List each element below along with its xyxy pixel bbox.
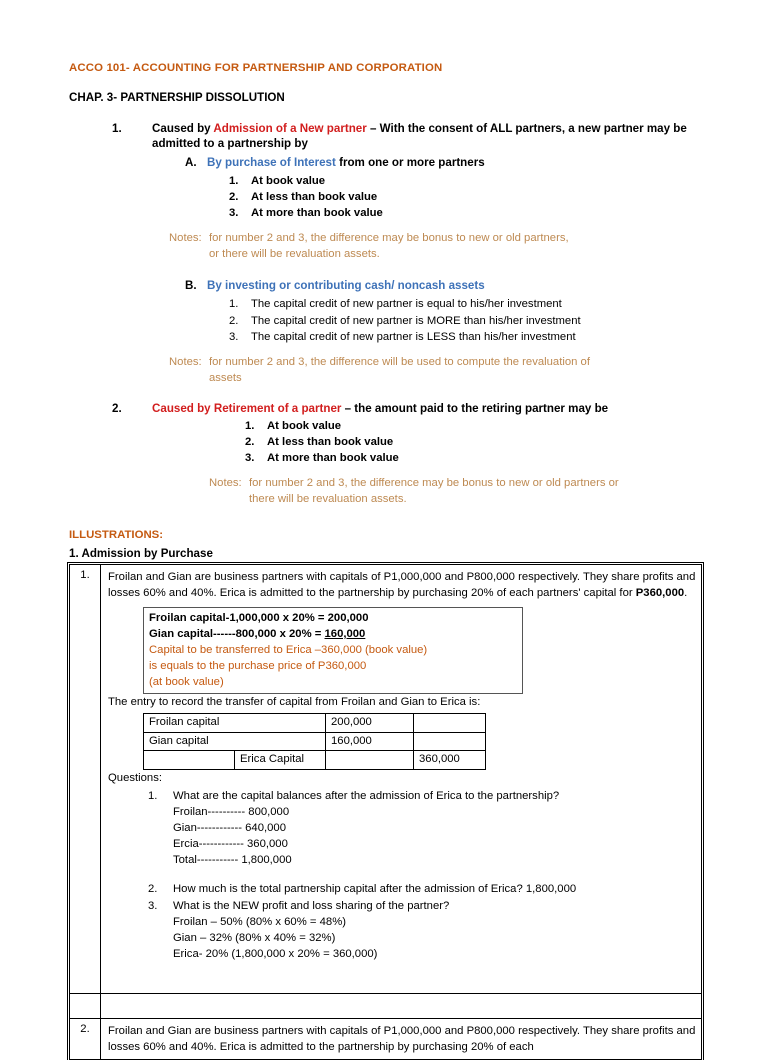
entry-indent-cell — [144, 751, 235, 770]
section-1-rest: – With the consent of ALL partners, a new partner may be admitted to a partnership by — [152, 121, 687, 151]
illustrations-table — [69, 564, 702, 1060]
problem-statement — [108, 569, 696, 601]
list-item — [229, 313, 702, 329]
question-number: 1. — [148, 790, 158, 803]
answer-line: Gian------------ 640,000 — [173, 822, 286, 835]
subsection-b-heading — [207, 278, 702, 294]
item-number: 1. — [229, 175, 239, 188]
question-number: 2. — [148, 883, 158, 896]
entry-account: Erica Capital — [235, 751, 326, 770]
list-item — [229, 173, 702, 189]
problem-text: Froilan and Gian are business partners with capitals of P1,000,000 and P800,000 respectively. They share profits and losses 60% and 40%. Erica is admitted to the partnership by purchasing 20% of each partners' capital for — [108, 571, 696, 600]
answer-line: Froilan – 50% (80% x 60% = 48%) — [173, 916, 346, 929]
question-item — [148, 881, 696, 897]
question-answer-lines — [148, 914, 696, 962]
row-index: 1. — [70, 565, 101, 994]
section-2-lead — [152, 401, 702, 417]
section-1-highlight: Admission of a New partner — [213, 121, 367, 135]
notes-text-line-1: for number 2 and 3, the difference will be used to compute the revaluation of — [209, 355, 590, 368]
section-2-highlight: Caused by Retirement of a partner — [152, 401, 342, 415]
subsection-a-highlight: By purchase of Interest — [207, 155, 336, 169]
subsection-b-highlight: By investing or contributing cash/ noncash assets — [207, 279, 485, 293]
entry-account: Froilan capital — [144, 714, 326, 733]
section-1-number: 1. — [112, 121, 122, 135]
entry-credit: 360,000 — [414, 751, 486, 770]
notes-text-line-1: for number 2 and 3, the difference may be bonus to new or old partners, — [209, 232, 569, 245]
notes-text-line-2: there will be revaluation assets. — [249, 493, 407, 506]
item-number: 3. — [229, 330, 239, 343]
questions-list — [108, 788, 696, 962]
row-content — [101, 1019, 702, 1060]
entry-debit: 160,000 — [326, 732, 414, 751]
notes-section-2 — [69, 475, 702, 507]
entry-credit — [414, 714, 486, 733]
subsection-a-heading — [207, 155, 702, 171]
section-1 — [69, 121, 702, 152]
chapter-title: CHAP. 3- PARTNERSHIP DISSOLUTION — [69, 90, 285, 104]
section-1-lead — [152, 121, 702, 152]
list-item — [245, 434, 702, 450]
list-item — [229, 329, 702, 345]
computation-line-2-value: 160,000 — [324, 628, 366, 641]
item-number: 2. — [245, 436, 255, 449]
table-row — [70, 565, 702, 994]
subsection-b — [69, 278, 702, 294]
list-item — [229, 296, 702, 312]
subsection-b-items — [69, 296, 702, 344]
computation-line-2 — [149, 626, 518, 642]
computation-line-2-prefix: Gian capital------800,000 x 20% = — [149, 628, 325, 641]
answer-line: Froilan---------- 800,000 — [173, 806, 290, 819]
section-2-items — [69, 418, 702, 466]
illustrations-subheading: 1. Admission by Purchase — [69, 547, 213, 561]
notes-spacer — [169, 246, 209, 262]
item-label: At less than book value — [267, 436, 394, 449]
item-label: The capital credit of new partner is MORE than his/her investment — [251, 314, 581, 327]
answer-line: Erica- 20% (1,800,000 x 20% = 360,000) — [173, 948, 378, 961]
entry-credit — [414, 732, 486, 751]
table-row — [144, 714, 486, 733]
item-label: At more than book value — [267, 452, 399, 465]
item-label: At more than book value — [251, 207, 383, 220]
subsection-a-items — [69, 173, 702, 221]
computation-line-3: Capital to be transferred to Erica –360,000 (book value) — [149, 644, 428, 657]
question-item — [148, 788, 696, 868]
notes-spacer — [169, 370, 209, 386]
section-2-rest: – the amount paid to the retiring partner may be — [341, 401, 609, 415]
computation-line-1: Froilan capital-1,000,000 x 20% = 200,000 — [149, 612, 369, 625]
notes-text-line-2: or there will be revaluation assets. — [209, 248, 380, 261]
questions-heading: Questions: — [108, 772, 163, 784]
notes-label: Notes: — [169, 355, 202, 368]
problem-amount: P360,000 — [635, 587, 685, 600]
computation-line-5: (at book value) — [149, 676, 224, 689]
question-item — [148, 898, 696, 962]
item-number: 3. — [245, 452, 255, 465]
table-row-empty — [70, 994, 702, 1019]
cell-bottom-spacer — [108, 963, 696, 989]
notes-text-line-1: for number 2 and 3, the difference may be bonus to new or old partners or — [249, 477, 619, 490]
document-title: ACCO 101- ACCOUNTING FOR PARTNERSHIP AND CORPORATION — [69, 62, 443, 74]
problem-statement: Froilan and Gian are business partners with capitals of P1,000,000 and P800,000 respectively. They share profits and losses 60% and 40%. Erica is admitted to the partnership by purchasing 20% of each — [108, 1025, 696, 1054]
answer-line: Total----------- 1,800,000 — [173, 854, 292, 867]
question-number: 3. — [148, 900, 158, 913]
entry-debit — [326, 751, 414, 770]
question-text: What is the NEW profit and loss sharing of the partner? — [173, 900, 450, 913]
notes-subsection-a — [69, 230, 702, 262]
item-label: At book value — [251, 175, 326, 188]
item-number: 1. — [245, 420, 255, 433]
item-number: 1. — [229, 298, 239, 311]
list-item — [245, 418, 702, 434]
notes-label: Notes: — [169, 232, 202, 245]
table-row — [70, 1019, 702, 1060]
list-item — [229, 205, 702, 221]
row-content — [101, 565, 702, 994]
list-item — [245, 450, 702, 466]
item-number: 2. — [229, 191, 239, 204]
question-answer-lines — [148, 804, 696, 868]
item-number: 2. — [229, 314, 239, 327]
table-row — [144, 751, 486, 770]
answer-line: Gian – 32% (80% x 40% = 32%) — [173, 932, 336, 945]
item-label: The capital credit of new partner is equal to his/her investment — [251, 298, 562, 311]
illustrations-heading: ILLUSTRATIONS: — [69, 529, 164, 542]
section-2-number: 2. — [112, 401, 122, 415]
question-text: What are the capital balances after the admission of Erica to the partnership? — [173, 790, 560, 803]
notes-label: Notes: — [209, 477, 242, 490]
question-text: How much is the total partnership capital after the admission of Erica? 1,800,000 — [173, 883, 577, 896]
computation-line-4: is equals to the purchase price of P360,000 — [149, 660, 367, 673]
subsection-a-letter: A. — [185, 155, 197, 169]
caused-by-prefix: Caused by — [152, 121, 214, 135]
entry-debit: 200,000 — [326, 714, 414, 733]
computation-box — [143, 607, 523, 694]
table-row — [144, 732, 486, 751]
journal-entry-table — [143, 713, 486, 770]
entry-account: Gian capital — [144, 732, 326, 751]
notes-text-line-2: assets — [209, 371, 242, 384]
subsection-a — [69, 155, 702, 171]
notes-subsection-b — [69, 354, 702, 386]
subsection-a-rest: from one or more partners — [335, 155, 485, 169]
item-label: The capital credit of new partner is LESS than his/her investment — [251, 330, 576, 343]
answer-line: Ercia------------ 360,000 — [173, 838, 288, 851]
item-label: At less than book value — [251, 191, 378, 204]
problem-period: . — [684, 587, 688, 600]
section-2 — [69, 401, 702, 417]
row-content-empty — [101, 994, 702, 1019]
entry-lead-text: The entry to record the transfer of capital from Froilan and Gian to Erica is: — [108, 696, 481, 709]
row-index: 2. — [70, 1019, 101, 1060]
item-label: At book value — [267, 420, 342, 433]
list-item — [229, 189, 702, 205]
row-index-empty — [70, 994, 101, 1019]
subsection-b-letter: B. — [185, 279, 197, 293]
item-number: 3. — [229, 207, 239, 220]
